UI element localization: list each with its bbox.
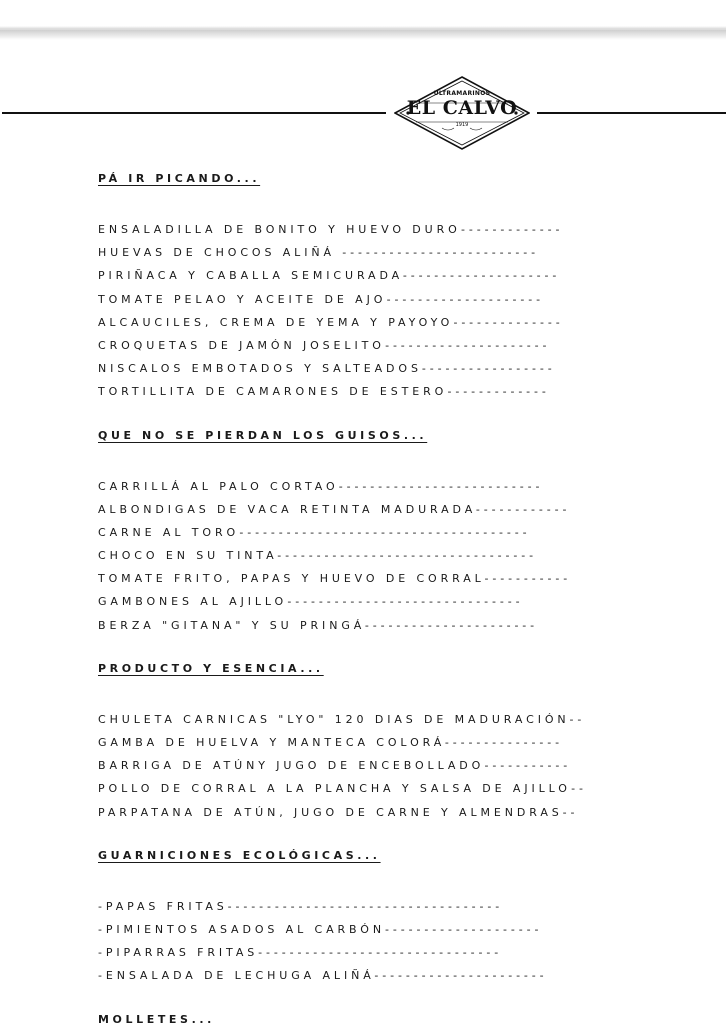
menu-item: TORTILLITA DE CAMARONES DE ESTERO------------- [98,385,550,399]
menu-item: ALCAUCILES, CREMA DE YEMA Y PAYOYO-------------- [98,315,564,329]
menu-item: POLLO DE CORRAL A LA PLANCHA Y SALSA DE AJILLO-- [98,782,587,796]
section-title: QUE NO SE PIERDAN LOS GUISOS... [98,428,428,442]
logo-year: 1919 [455,122,469,128]
menu-section [98,660,718,847]
page-top-edge [0,30,726,38]
header-rule-right [537,112,726,114]
section-title: GUARNICIONES ECOLÓGICAS... [98,848,381,862]
menu-item: BERZA "GITANA" Y SU PRINGÁ---------------------- [98,618,539,632]
menu-item: PARPATANA DE ATÚN, JUGO DE CARNE Y ALMENDRAS-- [98,805,579,819]
menu-item: CHOCO EN SU TINTA--------------------------------- [98,549,537,563]
menu-item: CARNE AL TORO------------------------------------- [98,525,531,539]
menu-item: -ENSALADA DE LECHUGA ALIÑÁ---------------------- [98,969,548,983]
menu-item: TOMATE PELAO Y ACEITE DE AJO-------------------- [98,292,544,306]
menu-item: BARRIGA DE ATÚNY JUGO DE ENCEBOLLADO----------- [98,759,572,773]
menu-item: PIRIÑACA Y CABALLA SEMICURADA-------------------- [98,269,561,283]
menu-item: HUEVAS DE CHOCOS ALIÑÁ ------------------------- [98,246,540,260]
menu-item: -PIMIENTOS ASADOS AL CARBÓN-------------------- [98,922,543,936]
menu-item: NISCALOS EMBOTADOS Y SALTEADOS----------------- [98,362,556,376]
menu-list [98,170,718,1024]
menu-section [98,170,718,427]
section-title: PRODUCTO Y ESENCIA... [98,661,324,675]
section-title: PÁ IR PICANDO... [98,172,261,185]
menu-item: CROQUETAS DE JAMÓN JOSELITO--------------------- [98,338,551,352]
menu-section [98,1011,718,1024]
menu-item: ALBONDIGAS DE VACA RETINTA MADURADA------------ [98,502,571,516]
section-title: MOLLETES... [98,1012,215,1024]
menu-item: -PAPAS FRITAS----------------------------------- [98,899,504,913]
menu-section [98,847,718,1011]
menu-item: GAMBONES AL AJILLO------------------------------ [98,595,524,609]
menu-item: -PIPARRAS FRITAS------------------------------- [98,946,503,960]
menu-item: GAMBA DE HUELVA Y MANTECA COLORÁ--------------- [98,736,563,749]
menu-section [98,427,718,660]
menu-item: CARRILLÁ AL PALO CORTAO-------------------------- [98,479,544,493]
logo-top-text: ULTRAMARINOS [433,90,491,97]
menu-item: CHULETA CARNICAS "LYO" 120 DIAS DE MADURACIÓN-- [98,712,586,726]
restaurant-logo [394,76,530,150]
logo-name: EL CALVO [406,97,518,119]
header-rule-left [2,112,386,114]
menu-item: ENSALADILLA DE BONITO Y HUEVO DURO------------- [98,223,564,236]
menu-item: TOMATE FRITO, PAPAS Y HUEVO DE CORRAL----------- [98,572,572,586]
